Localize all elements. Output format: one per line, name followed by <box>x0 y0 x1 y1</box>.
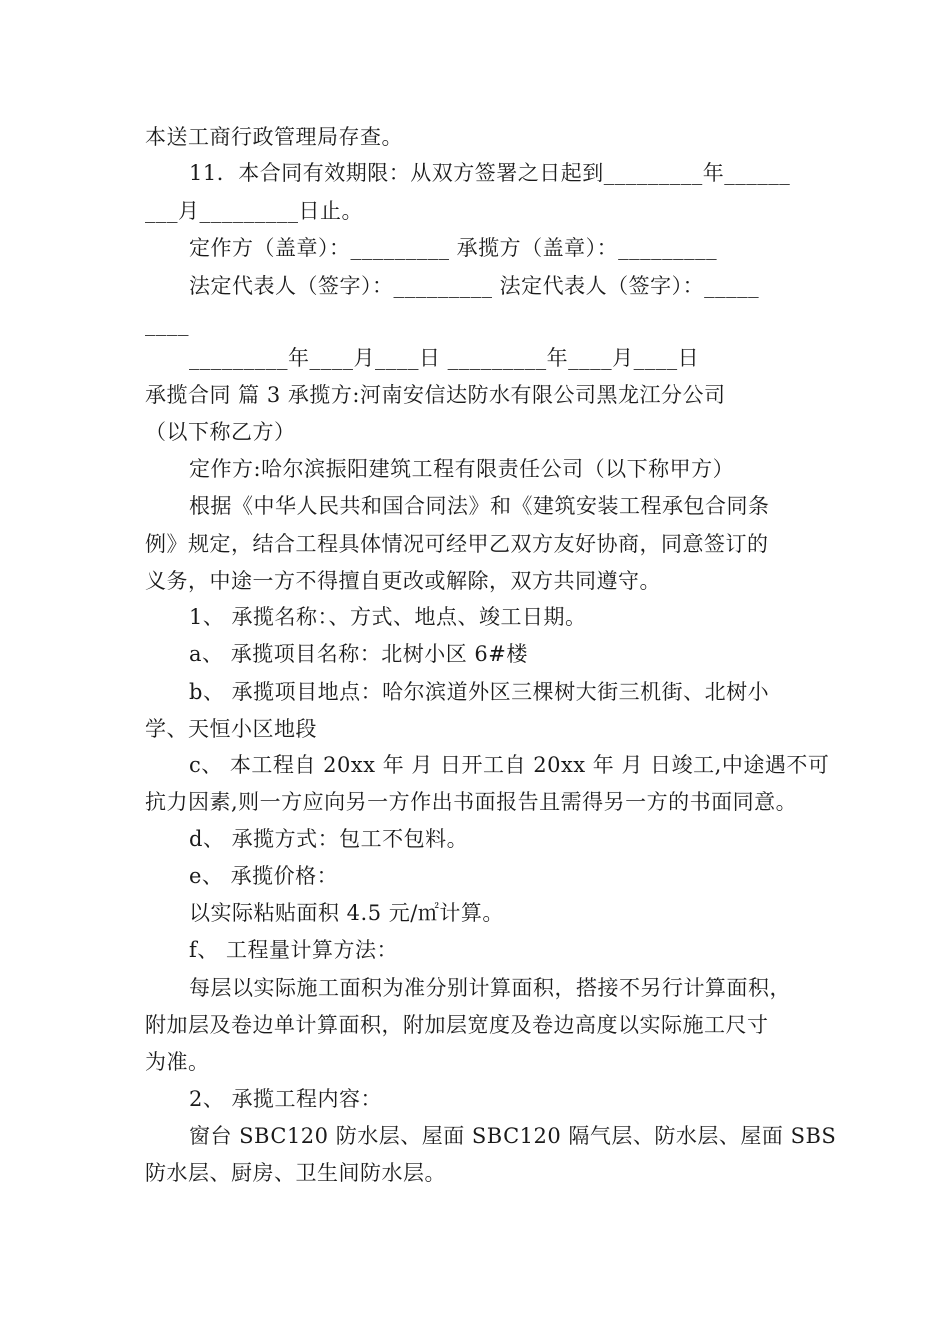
text-line: 学、天恒小区地段 <box>145 717 317 741</box>
text-line: 法定代表人（签字）：_________ 法定代表人（签字）：_____ <box>189 274 760 298</box>
text-line: 2、 承揽工程内容： <box>189 1087 383 1111</box>
text-line: a、 承揽项目名称：北树小区 6#楼 <box>189 642 528 666</box>
text-line: e、 承揽价格： <box>189 864 339 888</box>
text-line: 每层以实际施工面积为准分别计算面积，搭接不另行计算面积， <box>189 976 791 1000</box>
text-line: d、 承揽方式：包工不包料。 <box>189 827 469 851</box>
text-line: f、 工程量计算方法： <box>189 938 398 962</box>
text-line: _________年____月____日 _________年____月____日 <box>189 346 700 370</box>
text-line: b、 承揽项目地点：哈尔滨道外区三棵树大街三机街、北树小 <box>189 680 770 704</box>
text-line: 11．本合同有效期限：从双方签署之日起到_________年______ <box>189 161 791 185</box>
text-line: 抗力因素,则一方应向另一方作出书面报告且需得另一方的书面同意。 <box>145 790 798 814</box>
text-line: （以下称乙方） <box>145 420 296 444</box>
text-line: 根据《中华人民共和国合同法》和《建筑安装工程承包合同条 <box>189 494 770 518</box>
text-line: 附加层及卷边单计算面积，附加层宽度及卷边高度以实际施工尺寸 <box>145 1013 769 1037</box>
text-line: 定作方:哈尔滨振阳建筑工程有限责任公司（以下称甲方） <box>189 457 735 481</box>
text-line: 例》规定，结合工程具体情况可经甲乙双方友好协商，同意签订的 <box>145 532 769 556</box>
text-line: c、 本工程自 20xx 年 月 日开工自 20xx 年 月 日竣工,中途遇不可 <box>189 753 830 777</box>
text-line: 义务，中途一方不得擅自更改或解除，双方共同遵守。 <box>145 569 661 593</box>
text-line: 以实际粘贴面积 4.5 元/㎡计算。 <box>189 901 504 925</box>
text-line: 定作方（盖章）：_________ 承揽方（盖章）：_________ <box>189 236 718 260</box>
text-line: ____ <box>145 312 189 336</box>
text-line: 窗台 SBC120 防水层、屋面 SBC120 隔气层、防水层、屋面 SBS <box>189 1124 837 1148</box>
text-line: 本送工商行政管理局存查。 <box>145 125 403 149</box>
text-line: ___月_________日止。 <box>145 199 363 223</box>
section-heading: 承揽合同 篇 3 承揽方:河南安信达防水有限公司黑龙江分公司 <box>145 383 726 407</box>
text-line: 防水层、厨房、卫生间防水层。 <box>145 1161 446 1185</box>
text-line: 为准。 <box>145 1050 210 1074</box>
text-line: 1、 承揽名称：、方式、地点、竣工日期。 <box>189 605 587 629</box>
